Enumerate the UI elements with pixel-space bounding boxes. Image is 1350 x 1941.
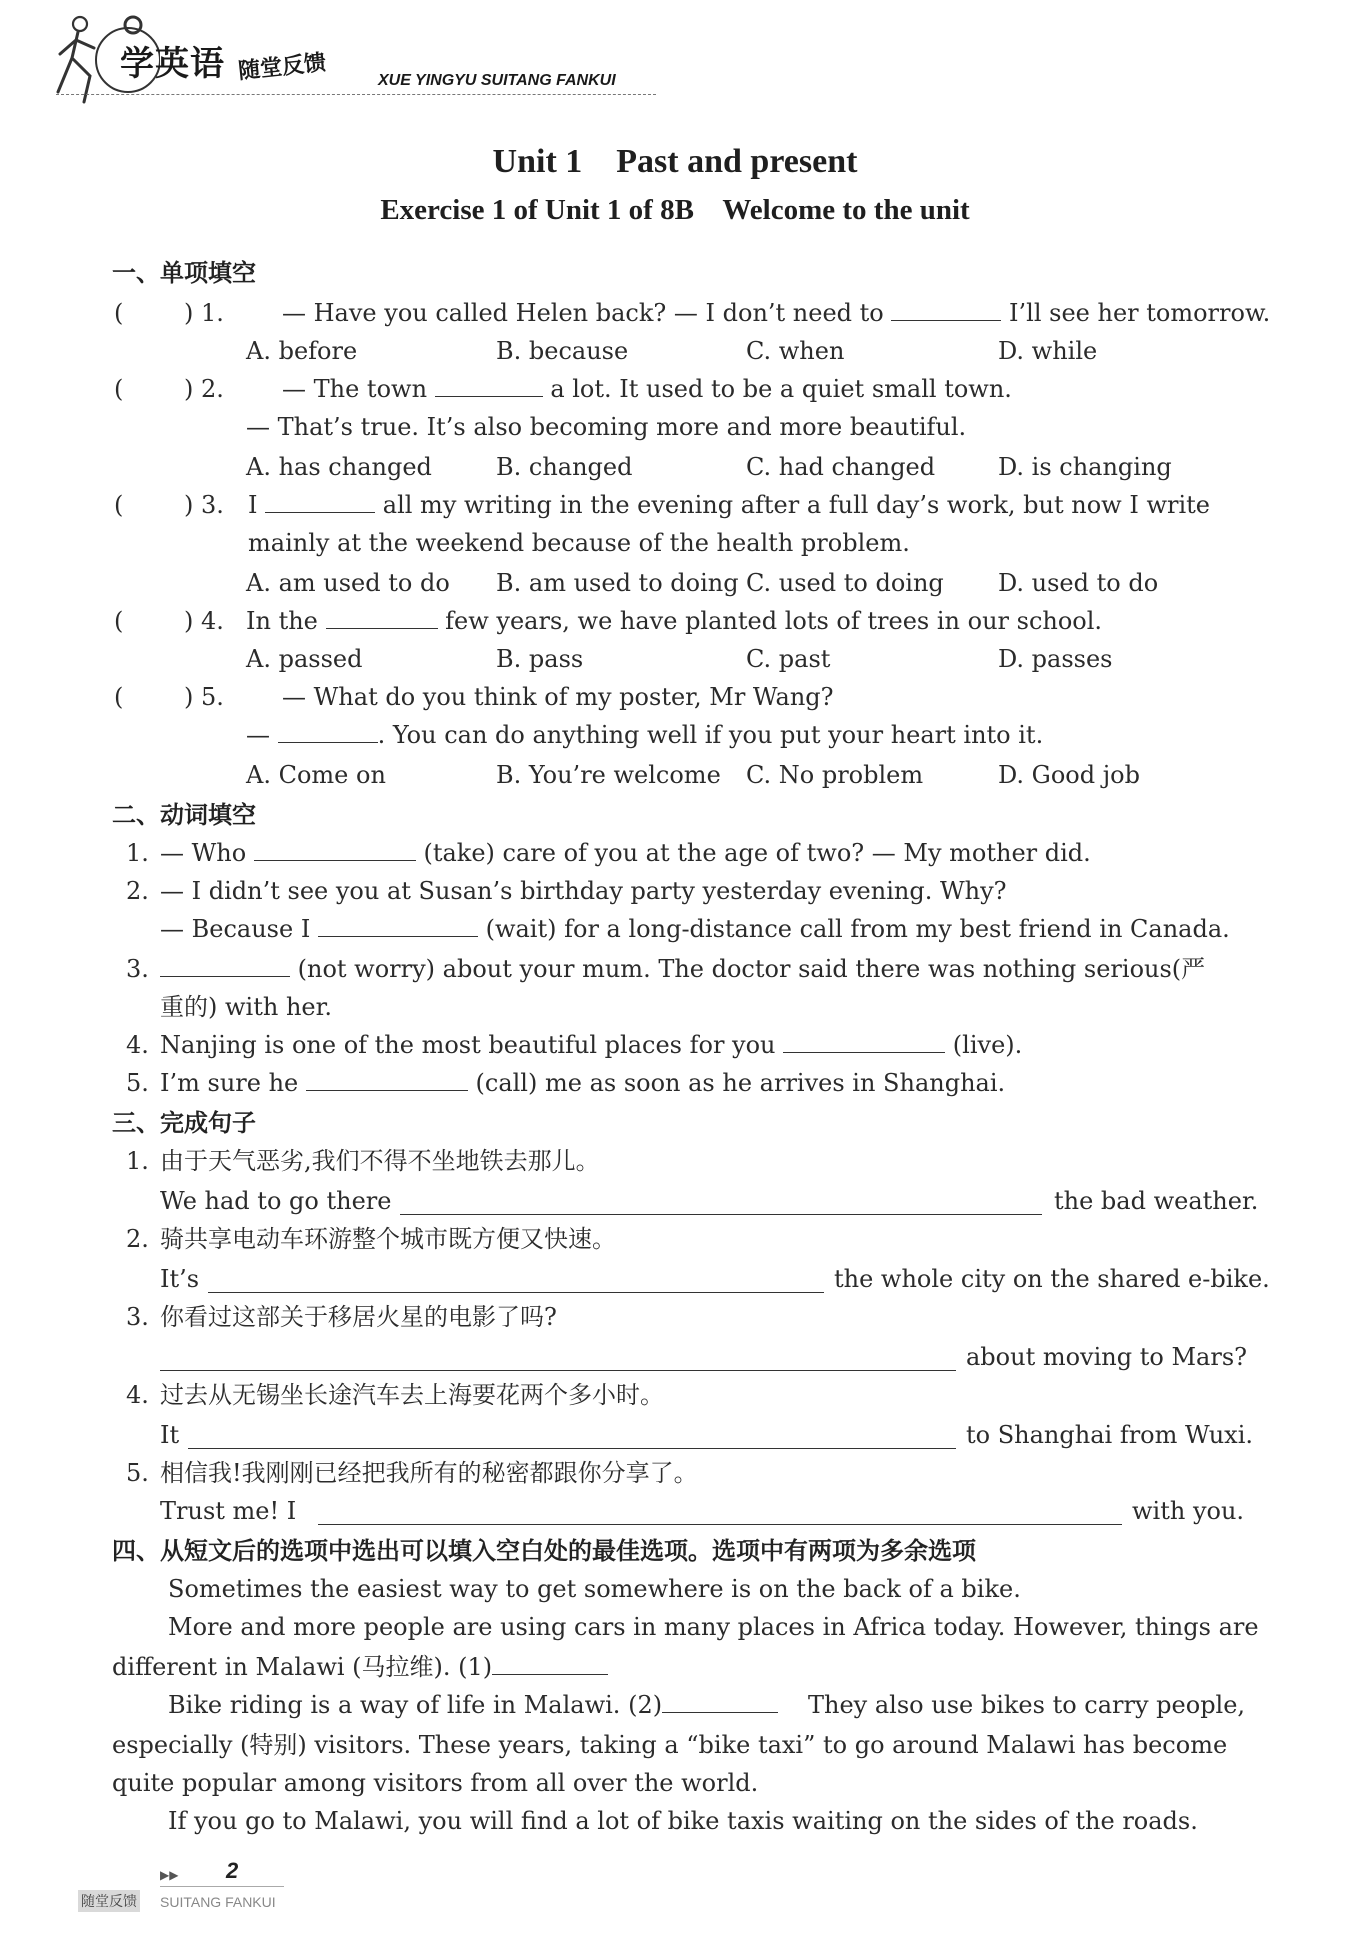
header-logo-sub: 随堂反馈 bbox=[237, 50, 328, 85]
section2-heading: 二、动词填空 bbox=[112, 801, 256, 829]
question-number: ) 5. bbox=[184, 683, 224, 711]
question-stem: In the few years, we have planted lots of trees in our school. bbox=[246, 607, 1103, 635]
option-d: D. is changing bbox=[998, 453, 1172, 481]
question-stem: — Have you called Helen back? — I don’t need to I’ll see her tomorrow. bbox=[282, 299, 1271, 327]
sentence-end: the bad weather. bbox=[1054, 1187, 1259, 1215]
header-logo-main: 学英语 bbox=[120, 44, 225, 84]
section4-heading: 四、从短文后的选项中选出可以填入空白处的最佳选项。选项中有两项为多余选项 bbox=[112, 1537, 976, 1565]
question-number: ) 4. bbox=[184, 607, 224, 635]
option-a: A. Come on bbox=[246, 761, 386, 789]
question-number: 4. bbox=[126, 1381, 149, 1409]
option-b: B. changed bbox=[496, 453, 633, 481]
sentence-end: with you. bbox=[1132, 1497, 1245, 1525]
footer-tag: 随堂反馈 bbox=[78, 1890, 140, 1912]
answer-bracket: ( bbox=[114, 491, 124, 519]
passage-line: Sometimes the easiest way to get somewhere is on the back of a bike. bbox=[168, 1575, 1021, 1603]
passage-line: Bike riding is a way of life in Malawi. (2) bbox=[168, 1690, 778, 1720]
question-number: 3. bbox=[126, 1303, 149, 1331]
question-number: ) 3. bbox=[184, 491, 224, 519]
answer-bracket: ( bbox=[114, 375, 124, 403]
passage-line: They also use bikes to carry people, bbox=[808, 1691, 1246, 1719]
question-stem: — I didn’t see you at Susan’s birthday party yesterday evening. Why? bbox=[160, 877, 1007, 905]
passage-line: If you go to Malawi, you will find a lot of bike taxis waiting on the sides of the roads. bbox=[168, 1807, 1198, 1835]
passage-line: different in Malawi (马拉维). (1) bbox=[112, 1652, 608, 1682]
page-number: 2 bbox=[226, 1858, 239, 1883]
question-number: 4. bbox=[126, 1031, 149, 1059]
question-stem: I’m sure he (call) me as soon as he arrives in Shanghai. bbox=[160, 1069, 1006, 1097]
sentence-start: It bbox=[160, 1421, 180, 1449]
question-stem: — Who (take) care of you at the age of two? — My mother did. bbox=[160, 839, 1091, 867]
question-number: 2. bbox=[126, 1225, 149, 1253]
passage-line: More and more people are using cars in many places in Africa today. However, things are bbox=[168, 1613, 1259, 1641]
section1-heading: 一、单项填空 bbox=[112, 259, 256, 287]
question-stem-line2: — That’s true. It’s also becoming more and more beautiful. bbox=[246, 413, 967, 441]
question-stem-line2: 重的) with her. bbox=[160, 993, 333, 1021]
question-stem: — What do you think of my poster, Mr Wang? bbox=[282, 683, 834, 711]
option-b: B. am used to doing bbox=[496, 569, 739, 597]
option-c: C. past bbox=[746, 645, 831, 673]
question-stem-line2: — . You can do anything well if you put your heart into it. bbox=[246, 721, 1044, 749]
answer-bracket: ( bbox=[114, 299, 124, 327]
answer-line bbox=[188, 1424, 956, 1449]
option-b: B. because bbox=[496, 337, 629, 365]
option-d: D. while bbox=[998, 337, 1098, 365]
option-b: B. You’re welcome bbox=[496, 761, 721, 789]
page-subtitle: Exercise 1 of Unit 1 of 8B Welcome to the unit bbox=[380, 194, 970, 226]
blank-label-1: (1) bbox=[458, 1653, 493, 1681]
chinese-prompt: 由于天气恶劣,我们不得不坐地铁去那儿。 bbox=[160, 1147, 600, 1175]
question-number: 5. bbox=[126, 1459, 149, 1487]
chinese-prompt: 你看过这部关于移居火星的电影了吗? bbox=[160, 1303, 557, 1331]
sentence-start: It’s bbox=[160, 1265, 200, 1293]
question-number: ) 2. bbox=[184, 375, 224, 403]
sentence-start: Trust me! I bbox=[160, 1497, 297, 1525]
option-d: D. Good job bbox=[998, 761, 1140, 789]
blank-label-2: (2) bbox=[628, 1691, 663, 1719]
header-divider bbox=[56, 94, 656, 95]
question-number: 3. bbox=[126, 955, 149, 983]
section3-heading: 三、完成句子 bbox=[112, 1109, 256, 1137]
option-c: C. had changed bbox=[746, 453, 936, 481]
arrow-icon: ▶▶ bbox=[160, 1868, 179, 1882]
footer-tag-en: SUITANG FANKUI bbox=[160, 1894, 276, 1910]
answer-bracket: ( bbox=[114, 607, 124, 635]
option-c: C. No problem bbox=[746, 761, 924, 789]
question-stem: Nanjing is one of the most beautiful places for you (live). bbox=[160, 1031, 1023, 1059]
question-number: 2. bbox=[126, 877, 149, 905]
question-stem-line2: — Because I (wait) for a long-distance call from my best friend in Canada. bbox=[160, 915, 1230, 943]
sentence-start: We had to go there bbox=[160, 1187, 392, 1215]
option-c: C. used to doing bbox=[746, 569, 944, 597]
option-c: C. when bbox=[746, 337, 845, 365]
answer-line bbox=[208, 1268, 824, 1293]
question-stem: (not worry) about your mum. The doctor said there was nothing serious(严 bbox=[160, 954, 1205, 984]
chinese-prompt: 过去从无锡坐长途汽车去上海要花两个多小时。 bbox=[160, 1381, 664, 1409]
chinese-prompt: 相信我!我刚刚已经把我所有的秘密都跟你分享了。 bbox=[160, 1459, 698, 1487]
option-b: B. pass bbox=[496, 645, 584, 673]
question-number: ) 1. bbox=[184, 299, 224, 327]
question-stem: I all my writing in the evening after a full day’s work, but now I write bbox=[248, 491, 1210, 519]
sentence-end: to Shanghai from Wuxi. bbox=[966, 1421, 1254, 1449]
header-logo-pinyin: XUE YINGYU SUITANG FANKUI bbox=[378, 72, 616, 89]
header-dot-icon bbox=[122, 14, 144, 36]
passage-line: quite popular among visitors from all over the world. bbox=[112, 1769, 759, 1797]
answer-line bbox=[318, 1500, 1122, 1525]
option-d: D. passes bbox=[998, 645, 1113, 673]
option-a: A. am used to do bbox=[246, 569, 450, 597]
question-stem: — The town a lot. It used to be a quiet small town. bbox=[282, 375, 1012, 403]
option-a: A. has changed bbox=[246, 453, 432, 481]
chinese-prompt: 骑共享电动车环游整个城市既方便又快速。 bbox=[160, 1225, 616, 1253]
question-stem-line2: mainly at the weekend because of the health problem. bbox=[248, 529, 910, 557]
option-a: A. passed bbox=[246, 645, 363, 673]
sentence-end: the whole city on the shared e-bike. bbox=[834, 1265, 1270, 1293]
question-number: 5. bbox=[126, 1069, 149, 1097]
answer-line bbox=[400, 1190, 1042, 1215]
question-number: 1. bbox=[126, 839, 149, 867]
option-d: D. used to do bbox=[998, 569, 1159, 597]
page-title: Unit 1 Past and present bbox=[492, 143, 858, 180]
footer-divider bbox=[160, 1886, 284, 1887]
question-number: 1. bbox=[126, 1147, 149, 1175]
answer-line bbox=[160, 1346, 956, 1371]
passage-line: especially (特别) visitors. These years, taking a “bike taxi” to go around Malawi has become bbox=[112, 1731, 1228, 1759]
sentence-end: about moving to Mars? bbox=[966, 1343, 1248, 1371]
answer-bracket: ( bbox=[114, 683, 124, 711]
option-a: A. before bbox=[246, 337, 358, 365]
